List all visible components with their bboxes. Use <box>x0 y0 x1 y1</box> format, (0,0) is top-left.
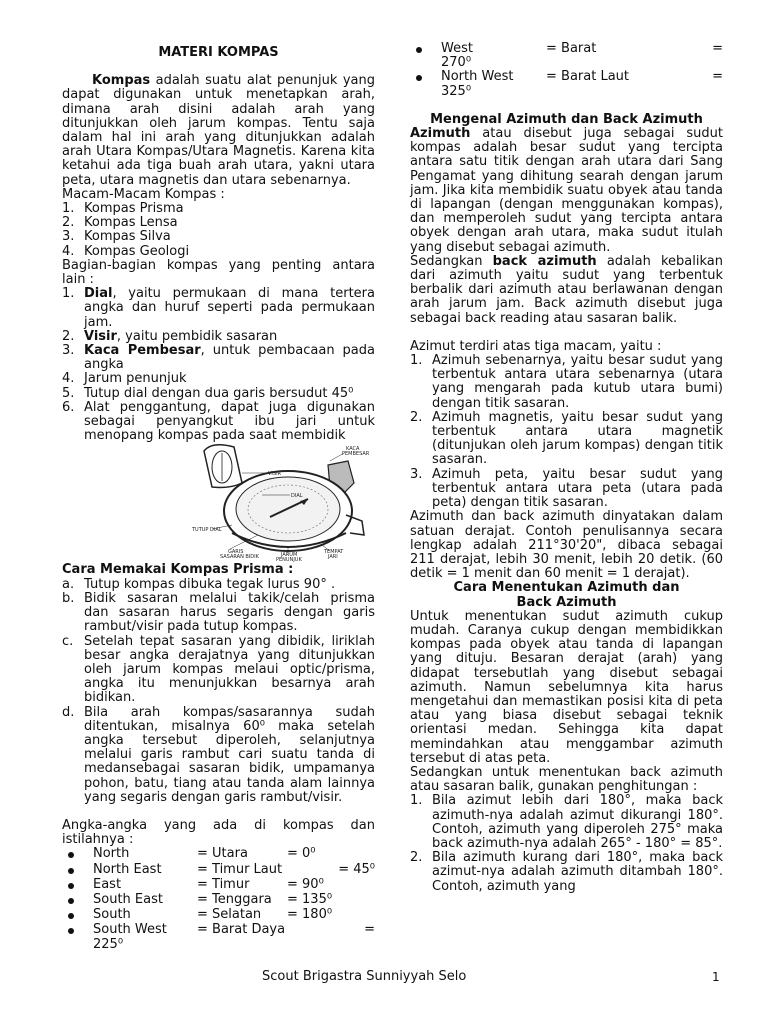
label-sasaran-bidik: SASARAN BIDIK <box>220 554 259 561</box>
azimuth-heading: Mengenal Azimuth dan Back Azimuth <box>430 111 703 127</box>
bullet-icon <box>416 47 422 53</box>
bullet-icon <box>416 75 422 81</box>
cara-list <box>62 578 375 805</box>
compass-diagram <box>62 443 375 563</box>
bullet-icon <box>68 852 74 858</box>
compass-illustration <box>62 443 375 563</box>
list-item: West = Barat = 270⁰ <box>410 42 723 70</box>
list-item: 3. Azimuh peta, yaitu besar sudut yang terbentuk antara utara peta (utara pada peta) dengan titik sasaran. <box>410 466 723 511</box>
macam-heading: Macam-Macam Kompas : <box>62 186 225 202</box>
menentukan-paragraph: Untuk menentukan sudut azimuth cukup mudah. Caranya cukup dengan membidikkan kompas pada obyek atau tanda di lapangan yang dituju. Besaran derajat (arah) yang didapat tersebutlah yang disebut sebagai azimuth. Namun sebelumnya kita harus mengetahui dan memastikan posisi kita di peta atau yang biasa disebut sebagai teknik orientasi medan. Sehingga kita dapat memindahkan atau menggambar azimuth tersebut di atas peta. <box>410 608 723 766</box>
list-item: 4. Jarum penunjuk <box>62 371 187 387</box>
directions-list-left <box>62 847 375 951</box>
macam-list <box>62 202 375 259</box>
label-jari: JARI <box>328 554 338 561</box>
directions-list-right <box>410 42 723 99</box>
bullet-icon <box>68 913 74 919</box>
list-item: South West = Barat Daya = 225⁰ <box>62 923 375 951</box>
label-visir: VISIR <box>268 471 282 478</box>
label-tempat: TEMPAT <box>324 549 344 556</box>
list-item: 1. Kompas Prisma <box>62 201 184 217</box>
bagian-heading: Bagian-bagian kompas yang penting antara lain : <box>62 257 375 288</box>
intro-text: adalah suatu alat penunjuk yang dapat digunakan untuk menetapkan arah, dimana arah disini adalah arah yang ditunjukkan oleh jarum kompas. Tentu saja dalam hal ini arah yang ditunjukkan adalah arah Utara Kompas/Utara Magnetis. Karena kita ketahui ada tiga buah arah utara, yakni utara peta, utara magnetis dan utara sebenarnya. <box>62 73 375 188</box>
menentukan-heading: Cara Menentukan Azimuth dan Back Azimuth <box>453 580 680 610</box>
intro-paragraph <box>62 74 375 188</box>
angka-heading: Angka-angka yang ada di kompas dan istilahnya : <box>62 817 375 848</box>
derajat-paragraph: Azimuth dan back azimuth dinyatakan dalam satuan derajat. Contoh penulisannya secara lengkap adalah 211°30'20", dibaca sebagai 211 derajat, lebih 30 menit, lebih 20 detik. (60 detik = 1 menit dan 60 menit = 1 derajat). <box>410 509 723 582</box>
list-item: 2. Kompas Lensa <box>62 215 178 231</box>
label-dial: DIAL <box>291 493 303 500</box>
back-list <box>410 794 723 893</box>
back-azimuth-paragraph: Sedangkan back azimuth adalah kebalikan dari azimuth yaitu sudut yang terbentuk berbalik dari azimuth atau berlawanan dengan arah jarum jam. Back azimuth disebut juga sebagai back reading atau sasaran balik. <box>410 253 723 326</box>
cara-heading: Cara Memakai Kompas Prisma : <box>62 562 294 578</box>
label-penunjuk: PENUNJUK <box>276 557 302 564</box>
bullet-icon <box>68 928 74 934</box>
list-item: 1. Azimuh sebenarnya, yaitu besar sudut yang terbentuk antara utara sebenarnya (utara yang mengarah pada kutub utara bumi) dengan titik sasaran. <box>410 353 723 411</box>
list-item: 2. Bila azimuth kurang dari 180°, maka back azimut-nya adalah azimuth ditambah 180°. Contoh, azimuth yang <box>410 850 723 894</box>
list-item: East = Timur = 90⁰ <box>62 878 375 893</box>
label-garis: GARIS <box>228 549 244 556</box>
bullet-icon <box>68 868 74 874</box>
list-item: North West = Barat Laut = 325⁰ <box>410 70 723 98</box>
list-item: 2. Visir, yaitu pembidik sasaran <box>62 328 278 344</box>
list-item: b. Bidik sasaran melalui takik/celah prisma dan sasaran harus segaris dengan garis rambut/visir pada tutup kompas. <box>62 590 375 635</box>
list-item: 6. Alat penggantung, dapat juga digunakan sebagai penyangkut ibu jari untuk menopang kompas pada saat membidik <box>62 399 375 444</box>
list-item: 3. Kompas Silva <box>62 229 171 245</box>
bagian-list <box>62 287 375 443</box>
list-item: 5. Tutup dial dengan dua garis bersudut 45⁰ <box>62 385 354 401</box>
list-item: c. Setelah tepat sasaran yang dibidik, liriklah besar angka derajatnya yang ditunjukkan oleh jarum kompas melaui optic/prisma, angka itu menunjukkan besarnya arah bidikan. <box>62 633 375 706</box>
azimuth-paragraph: Azimuth atau disebut juga sebagai sudut kompas adalah besar sudut yang tercipta antara satu titik dengan arah utara dari Sang Pengamat yang dihitung searah dengan jarum jam. Jika kita membidik suatu obyek atau tanda di lapangan (dengan menggunakan kompas), dan memperoleh sudut yang tercipta antara obyek dengan arah utara, maka sudut itulah yang disebut sebagai azimuth. <box>410 126 723 255</box>
label-tutup-dial: TUTUP DIAL <box>192 527 222 534</box>
list-item: d. Bila arah kompas/sasarannya sudah ditentukan, misalnya 60⁰ maka setelah angka tersebut diperoleh, selanjutnya melalui garis rambut cari suatu tanda di medansebagai sasaran bidik, umpamanya pohon, batu, tiang atau tanda alam lainnya yang segaris dengan garis rambut/visir. <box>62 704 375 805</box>
list-item: South = Selatan = 180⁰ <box>62 908 375 923</box>
footer-text: Scout Brigastra Sunniyyah Selo <box>262 969 467 984</box>
list-item: 2. Azimuh magnetis, yaitu besar sudut yang terbentuk antara utara magnetik (ditunjukan oleh jarum kompas) dengan titik sasaran. <box>410 409 723 468</box>
page-title: MATERI KOMPAS <box>158 45 279 60</box>
back-heading: Sedangkan untuk menentukan back azimuth atau sasaran balik, gunakan penghitungan : <box>410 764 723 795</box>
list-item: South East = Tenggara = 135⁰ <box>62 893 375 908</box>
list-item: 4. Kompas Geologi <box>62 243 190 259</box>
list-item: North = Utara = 0⁰ <box>62 847 375 862</box>
label-kaca: KACA <box>346 446 360 453</box>
list-item: 1. Bila azimut lebih dari 180°, maka back azimuth-nya adalah azimut dikurangi 180°. Contoh, azimuth yang diperoleh 275° maka back azimuth-nya adalah 265° - 180° = 85°. <box>410 793 723 851</box>
list-item: a. Tutup kompas dibuka tegak lurus 90° . <box>62 576 336 592</box>
label-pembesar: PEMBESAR <box>342 451 370 458</box>
page-number: 1 <box>712 970 720 984</box>
label-jarum: JARUM <box>281 552 298 559</box>
intro-bold-term: Kompas <box>92 73 151 89</box>
tiga-list <box>410 354 723 510</box>
list-item: 1. Dial, yaitu permukaan di mana tertera angka dan huruf seperti pada permukaan jam. <box>62 286 375 330</box>
list-item: 3. Kaca Pembesar, untuk pembacaan pada angka <box>62 343 375 373</box>
bullet-icon <box>68 883 74 889</box>
right-column <box>410 42 723 894</box>
list-item: North East = Timur Laut = 45⁰ <box>62 863 375 878</box>
tiga-heading: Azimut terdiri atas tiga macam, yaitu : <box>410 338 662 354</box>
left-column <box>62 42 375 952</box>
bullet-icon <box>68 898 74 904</box>
